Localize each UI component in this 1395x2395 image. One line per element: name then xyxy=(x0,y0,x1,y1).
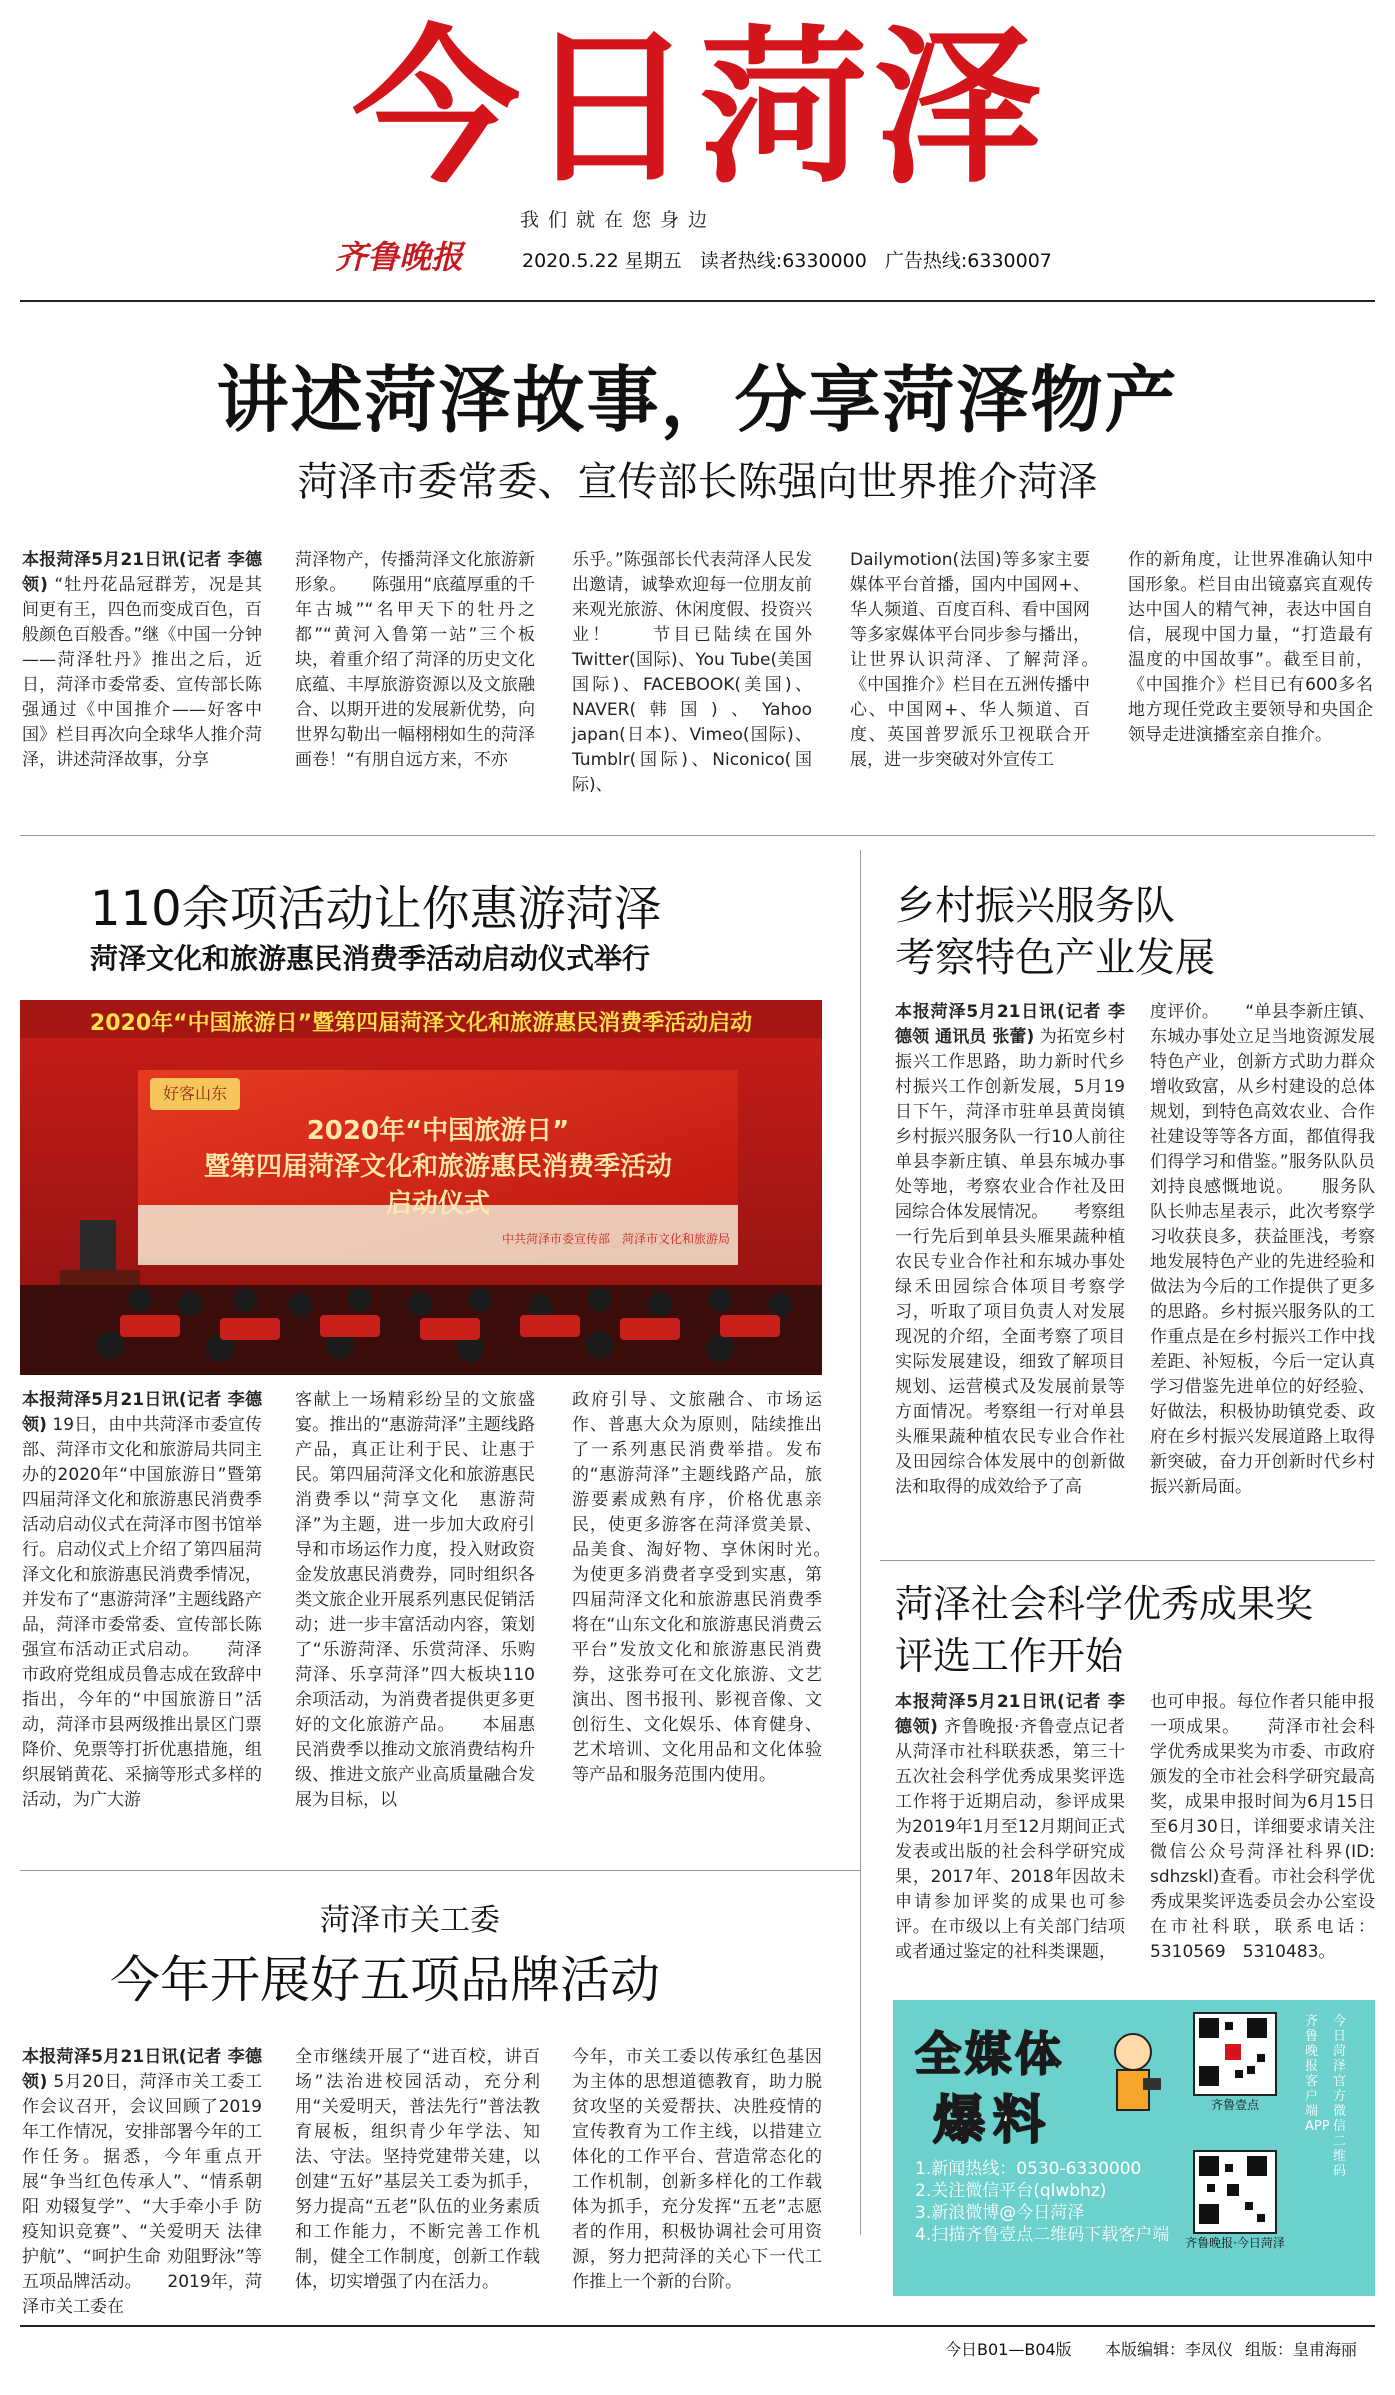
photo-screen-line1: 2020年“中国旅游日” xyxy=(306,1116,570,1146)
lead-col-4: Dailymotion(法国)等多家主要媒体平台首播，国内中国网+、华人频道、百度百科、看中国网等多家媒体平台同步参与播出，让世界认识菏泽、了解菏泽。 《中国推介》栏目在五洲传播中心、中国网+、华人频道、百度、英国普罗派乐卫视联合开展，进一步突破对外宣传工 xyxy=(850,550,1124,770)
story5-kicker: 菏泽市关工委 xyxy=(320,1903,500,1938)
promo-item-4: 4.扫描齐鲁壹点二维码下载客户端 xyxy=(915,2225,1170,2245)
qr-caption-app: 齐鲁晚报客户端APP xyxy=(1305,2014,1330,2134)
qr-caption-wechat: 今日菏泽官方微信二维码 xyxy=(1333,2014,1347,2179)
story3-headline-line1: 乡村振兴服务队 xyxy=(895,883,1175,929)
lead-headline: 讲述菏泽故事，分享菏泽物产 xyxy=(216,358,1179,442)
photo-screen-small: 中共菏泽市委宣传部 菏泽市文化和旅游局 xyxy=(501,1232,730,1246)
story2-col-2: 客献上一场精彩纷呈的文旅盛宴。推出的“惠游菏泽”主题线路产品，真正让利于民、让惠于民。第四届菏泽文化和旅游惠民消费季以“菏享文化 惠游菏泽”为主题，进一步加大政府引导和市场运作力度，投入财政资金发放惠民消费券，同时组织各类文旅企业开展系列惠民促销活动；进一步丰富活动内容，策划了“乐游菏泽、乐赏菏泽、乐购菏泽、乐享菏泽”四大板块110余项活动，为消费者提供更多更好的文化旅游产品。 本届惠民消费季以推动文旅消费结构升级、推进文旅产业高质量融合发展为目标，以 xyxy=(295,1390,535,1810)
story4-col-2: 也可申报。每位作者只能申报一项成果。 菏泽市社会科学优秀成果奖为市委、市政府颁发的全市社会科学研究最高奖，成果申报时间为6月15日至6月30日，详细要求请关注微信公众号菏泽社科界(ID: sdhzskl)查看。市社会科学优秀成果奖评选委员会办公室设在市社科联，联系电话：5310569 5310483。 xyxy=(1150,1692,1375,1962)
reader-hotline: 读者热线:6330000 xyxy=(699,250,867,272)
photo-banner: 2020年“中国旅游日”暨第四届菏泽文化和旅游惠民消费季活动启动 xyxy=(89,1011,753,1036)
footer-rule xyxy=(20,2325,1375,2327)
story3-col-1 xyxy=(895,1000,1125,1555)
lead-subhead: 菏泽市委常委、宣传部长陈强向世界推介菏泽 xyxy=(297,459,1098,505)
masthead-slogan: 我们就在您身边 xyxy=(520,209,717,231)
story3-headline xyxy=(895,880,1215,984)
story3-col1-text: 为拓宽乡村振兴工作思路，助力新时代乡村振兴工作创新发展，5月19日下午，菏泽市驻单县黄岗镇乡村振兴服务队一行10人前往单县李新庄镇、单县东城办事处等地，考察农业合作社及田园综合体发展情况。 考察组一行先后到单县头雁果蔬种植农民专业合作社和东城办事处绿禾田园综合体项目考察学习，听取了项目负责人对发展现况的介绍，全面考察了项目实际发展建设，细致了解项目规划、运营模式及发展前景等方面情况。考察组一行对单县头雁果蔬种植农民专业合作社及田园综合体发展中的创新做法和取得的成效给予了高 xyxy=(895,1027,1126,1497)
story2-col1-text: 19日，由中共菏泽市委宣传部、菏泽市文化和旅游局共同主办的2020年“中国旅游日”暨第四届菏泽文化和旅游惠民消费季活动启动仪式在菏泽市图书馆举行。启动仪式上介绍了第四届菏泽文化和旅游惠民消费季情况，并发布了“惠游菏泽”主题线路产品，菏泽市委常委、宣传部长陈强宣布活动正式启动。 菏泽市政府党组成员鲁志成在致辞中指出，今年的“中国旅游日”活动，菏泽市县两级推出景区门票降价、免票等打折优惠措施，组织展销黄花、采摘等形式多样的活动，为广大游 xyxy=(22,1415,262,1810)
wechat-qr-code-icon[interactable] xyxy=(1193,2150,1277,2234)
story2-col-1 xyxy=(22,1388,262,1840)
story4-dateline: 本报菏泽5月21日讯(记者 李德领) xyxy=(895,1692,1125,1737)
photo-screen-line3: 启动仪式 xyxy=(385,1189,490,1219)
lead-col1-text: “牡丹花品冠群芳，况是其间更有王，四色而变成百色，百般颜色百般香。”继《中国一分钟——菏泽牡丹》推出之后，近日，菏泽市委常委、宣传部长陈强通过《中国推介——好客中国》栏目再次向全球华人推介菏泽，讲述菏泽故事，分享 xyxy=(22,575,262,770)
brand-logo: 齐鲁晚报 xyxy=(335,238,464,276)
story5-col-3: 今年，市关工委以传承红色基因为主体的思想道德教育，助力脱贫攻坚的关爱帮扶、决胜疫情的宣传教育为工作主线，以措建立体化的工作平台、营造常态化的工作机制，创新多样化的工作载体为抓手，充分发挥“五老”志愿者的作用，积极协调社会可用资源，努力把菏泽的关心下一代工作推上一个新的台阶。 xyxy=(572,2047,822,2292)
story2-dateline: 本报菏泽5月21日讯(记者 李德领) xyxy=(22,1390,262,1435)
story5-col-1 xyxy=(22,2045,262,2320)
story5-col-2: 全市继续开展了“进百校，讲百场”法治进校园活动，充分利用“关爱明天，普法先行”普法教育展板，组织青少年学法、知法、守法。坚持党建带关建，以创建“五好”基层关工委为抓手，努力提高“五老”队伍的业务素质和工作能力，不断完善工作机制，健全工作制度，创新工作载体，切实增强了内在活力。 xyxy=(295,2047,540,2292)
lead-col-2: 菏泽物产，传播菏泽文化旅游新形象。 陈强用“底蕴厚重的千年古城”“名甲天下的牡丹之都”“黄河入鲁第一站”三个板块，着重介绍了菏泽的历史文化底蕴、丰厚旅游资源以及文旅融合、以期开进的发展新优势，向世界勾勒出一幅栩栩如生的菏泽画卷！“有朋自远方来，不亦 xyxy=(295,550,535,770)
story3-headline-line2: 考察特色产业发展 xyxy=(895,935,1215,981)
footer-pages: 今日B01—B04版 xyxy=(945,2340,1072,2359)
promo-item-2: 2.关注微信平台(qlwbhz) xyxy=(915,2181,1107,2201)
lead-dateline: 本报菏泽5月21日讯(记者 李德领) xyxy=(22,550,262,595)
qr-label-app: 齐鲁壹点 xyxy=(1210,2098,1259,2112)
story4-headline xyxy=(895,1578,1313,1682)
story3-dateline: 本报菏泽5月21日讯(记者 李德领 通讯员 张蕾) xyxy=(895,1002,1125,1047)
footer-editor: 本版编辑：李凤仪 xyxy=(1105,2340,1234,2359)
story4-col-1 xyxy=(895,1690,1125,1980)
reporter-cartoon-icon xyxy=(1103,2030,1163,2120)
promo-box xyxy=(893,2000,1375,2296)
promo-list xyxy=(915,2158,1169,2246)
promo-title-line1: 全媒体 xyxy=(915,2027,1065,2081)
story4-headline-line2: 评选工作开始 xyxy=(895,1634,1124,1678)
promo-item-1: 1.新闻热线：0530-6330000 xyxy=(915,2159,1142,2179)
qr-label-wechat: 齐鲁晚报·今日菏泽 xyxy=(1185,2236,1285,2250)
lead-divider xyxy=(20,835,1375,836)
app-qr-code-icon[interactable] xyxy=(1193,2012,1277,2096)
lead-col-1 xyxy=(22,548,262,818)
story5-dateline: 本报菏泽5月21日讯(记者 李德领) xyxy=(22,2047,262,2092)
photo-screen-line2: 暨第四届菏泽文化和旅游惠民消费季活动 xyxy=(203,1152,672,1182)
story2-subhead: 菏泽文化和旅游惠民消费季活动启动仪式举行 xyxy=(90,942,651,975)
lead-col-5: 作的新角度，让世界准确认知中国形象。栏目由出镜嘉宾直观传达中国人的精气神，表达中国自信，展现中国力量，“打造最有温度的中国故事”。截至目前，《中国推介》栏目已有600多名地方现任党政主要领导和央国企领导走进演播室亲自推介。 xyxy=(1128,550,1373,745)
footer-layout: 组版：皇甫海丽 xyxy=(1245,2340,1358,2359)
story4-headline-line1: 菏泽社会科学优秀成果奖 xyxy=(895,1582,1314,1626)
story2-col-3: 政府引导、文旅融合、市场运作、普惠大众为原则，陆续推出了一系列惠民消费举措。发布的“惠游菏泽”主题线路产品，旅游要素成熟有序，价格优惠亲民，使更多游客在菏泽赏美景、品美食、淘好物、享休闲时光。 为使更多消费者享受到实惠，第四届菏泽文化和旅游惠民消费季将在“山东文化和旅游惠民消费云平台”发放文化和旅游惠民消费券，这张券可在文化旅游、文艺演出、图书报刊、影视音像、文创衍生、文化娱乐、体育健身、艺术培训、文化用品和文化体验等产品和服务范围内使用。 xyxy=(572,1390,856,1785)
issue-line xyxy=(522,246,1064,273)
promo-title-line2: 爆料 xyxy=(933,2091,1054,2151)
story4-col1-text: 齐鲁晚报·齐鲁壹点记者从菏泽市社科联获悉，第三十五次社会科学优秀成果奖评选工作将于近期启动，参评成果为2019年1月至12月期间正式发表或出版的社会科学研究成果，2017年、2018年因故未申请参加评奖的成果也可参评。在市级以上有关部门结项或者通过鉴定的社科类课题， xyxy=(895,1717,1126,1962)
masthead-title: 今日菏泽 xyxy=(352,10,1048,206)
ad-hotline: 广告热线:6330007 xyxy=(884,250,1052,272)
story5-divider xyxy=(20,1870,860,1871)
masthead-rule xyxy=(20,300,1375,302)
issue-date: 2020.5.22 星期五 xyxy=(522,250,682,272)
photo-screen-logo: 好客山东 xyxy=(150,1078,240,1110)
story3-divider xyxy=(880,1560,1375,1561)
story5-col1-text: 5月20日，菏泽市关工委工作会议召开，会议回顾了2019年工作情况，安排部署今年的工作任务。据悉，今年重点开展“争当红色传承人”、“情系朝阳 劝辍复学”、“大手牵小手 防疫知识竞赛”、“关爱明天 法律护航”、“呵护生命 劝阻野泳”等五项品牌活动。 2019年，菏泽市关工委在 xyxy=(22,2072,263,2317)
column-divider xyxy=(860,850,861,2235)
story2-headline: 110余项活动让你惠游菏泽 xyxy=(90,881,662,937)
story5-headline: 今年开展好五项品牌活动 xyxy=(110,1951,660,2009)
story3-col-2: 度评价。 “单县李新庄镇、东城办事处立足当地资源发展特色产业，创新方式助力群众增收致富，从乡村建设的总体规划，到特色高效农业、合作社建设等等各方面，都值得我们得学习和借鉴。”服务队队员刘持良感慨地说。 服务队队长帅志星表示，此次考察学习收获良多，获益匪浅，考察地发展特色产业的先进经验和做法为今后的工作提供了更多的思路。乡村振兴服务队的工作重点是在乡村振兴工作中找差距、补短板，今后一定认真学习借鉴先进单位的好经验、好做法，积极协助镇党委、政府在乡村振兴发展道路上取得新突破，奋力开创新时代乡村振兴新局面。 xyxy=(1150,1002,1375,1497)
lead-col-3: 乐乎。”陈强部长代表菏泽人民发出邀请，诚挚欢迎每一位朋友前来观光旅游、休闲度假、投资兴业！ 节目已陆续在国外Twitter(国际)、You Tube(美国国际)、FACEBOOK(美国)、NAVER(韩国)、Yahoo japan(日本)、Vimeo(国际)、Tumblr(国际)、Niconico(国际)、 xyxy=(572,550,812,795)
promo-item-3: 3.新浪微博@今日菏泽 xyxy=(915,2203,1085,2223)
event-photo xyxy=(20,1000,822,1375)
